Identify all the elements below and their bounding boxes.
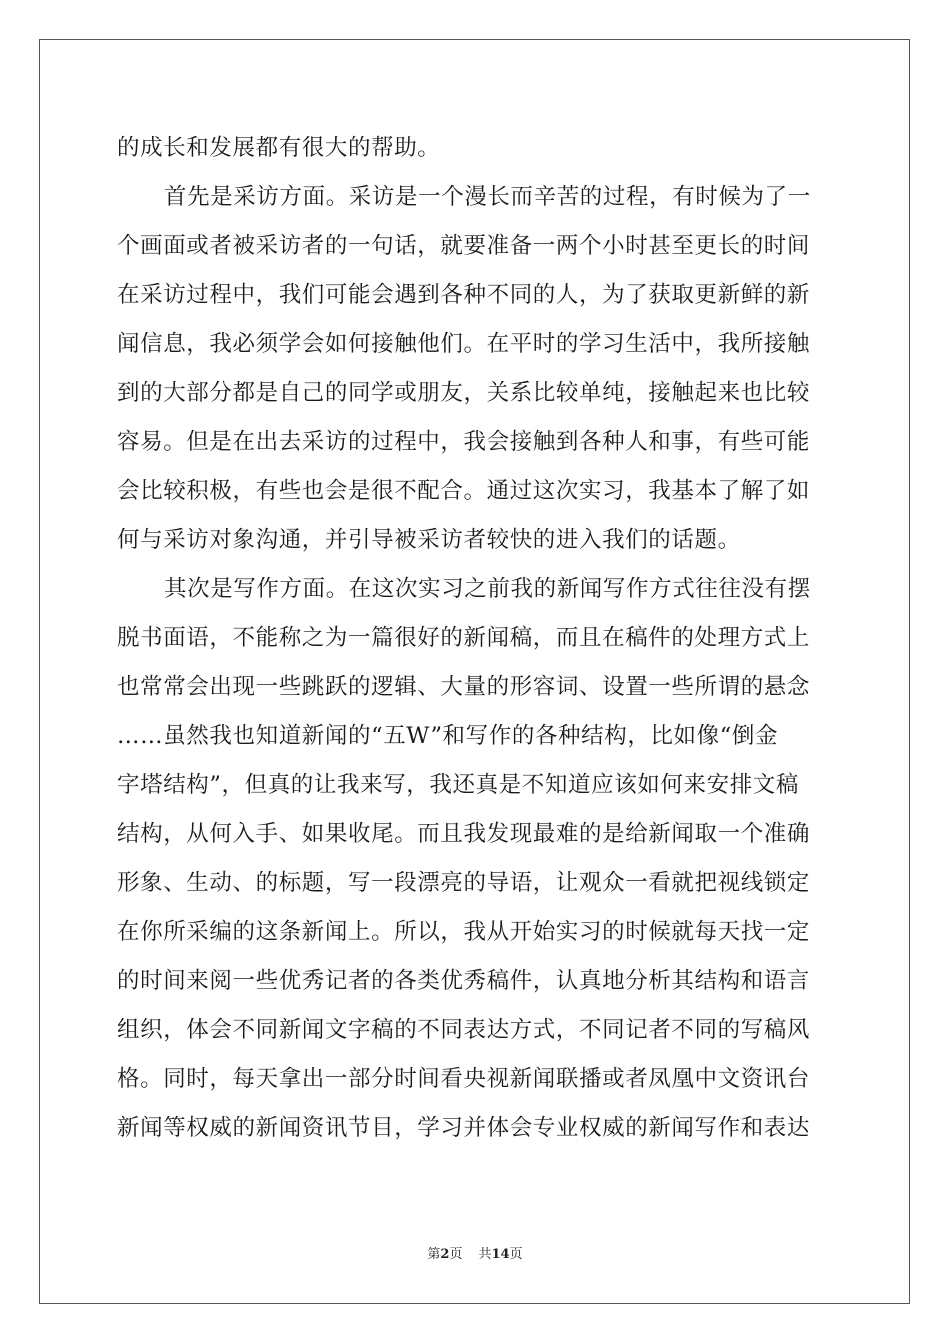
text-line: 脱书面语，不能称之为一篇很好的新闻稿，而且在稿件的处理方式上 [117,625,811,651]
page-label-prefix: 第 [427,1247,441,1262]
text-line: 闻信息，我必须学会如何接触他们。在平时的学习生活中，我所接触 [117,331,811,357]
current-page-number: 2 [440,1247,450,1262]
text-line: 组织，体会不同新闻文字稿的不同表达方式，不同记者不同的写稿风 [117,1017,811,1043]
text-line: 首先是采访方面。采访是一个漫长而辛苦的过程，有时候为了一 [164,184,811,210]
text-line: 的时间来阅一些优秀记者的各类优秀稿件，认真地分析其结构和语言 [117,968,811,994]
text-line: 会比较积极，有些也会是很不配合。通过这次实习，我基本了解了如 [117,478,811,504]
text-line: 容易。但是在出去采访的过程中，我会接触到各种人和事，有些可能 [117,429,811,455]
text-line: 字塔结构”，但真的让我来写，我还真是不知道应该如何来安排文稿 [117,772,800,798]
text-line: 新闻等权威的新闻资讯节目，学习并体会专业权威的新闻写作和表达 [117,1115,811,1141]
text-line: 形象、生动、的标题，写一段漂亮的导语，让观众一看就把视线锁定 [117,870,811,896]
text-line: 也常常会出现一些跳跃的逻辑、大量的形容词、设置一些所谓的悬念 [117,674,811,700]
text-line: 在你所采编的这条新闻上。所以，我从开始实习的时候就每天找一定 [117,919,811,945]
text-line: 到的大部分都是自己的同学或朋友，关系比较单纯，接触起来也比较 [117,380,811,406]
page-footer [0,1246,950,1264]
text-line: 个画面或者被采访者的一句话，就要准备一两个小时甚至更长的时间 [117,233,811,259]
text-line: 在采访过程中，我们可能会遇到各种不同的人，为了获取更新鲜的新 [117,282,811,308]
text-line: ……虽然我也知道新闻的“五W”和写作的各种结构，比如像“倒金 [117,723,779,749]
text-line: 其次是写作方面。在这次实习之前我的新闻写作方式往往没有摆 [164,576,811,602]
total-label-prefix: 共 [478,1247,492,1262]
text-line: 的成长和发展都有很大的帮助。 [117,135,441,161]
document-body [117,124,833,1153]
page-label-suffix: 页 [449,1247,463,1262]
text-line: 结构，从何入手、如果收尾。而且我发现最难的是给新闻取一个准确 [117,821,811,847]
total-pages-number: 14 [491,1247,510,1262]
total-label-suffix: 页 [509,1247,523,1262]
text-line: 何与采访对象沟通，并引导被采访者较快的进入我们的话题。 [117,527,741,553]
text-line: 格。同时，每天拿出一部分时间看央视新闻联播或者凤凰中文资讯台 [117,1066,811,1092]
